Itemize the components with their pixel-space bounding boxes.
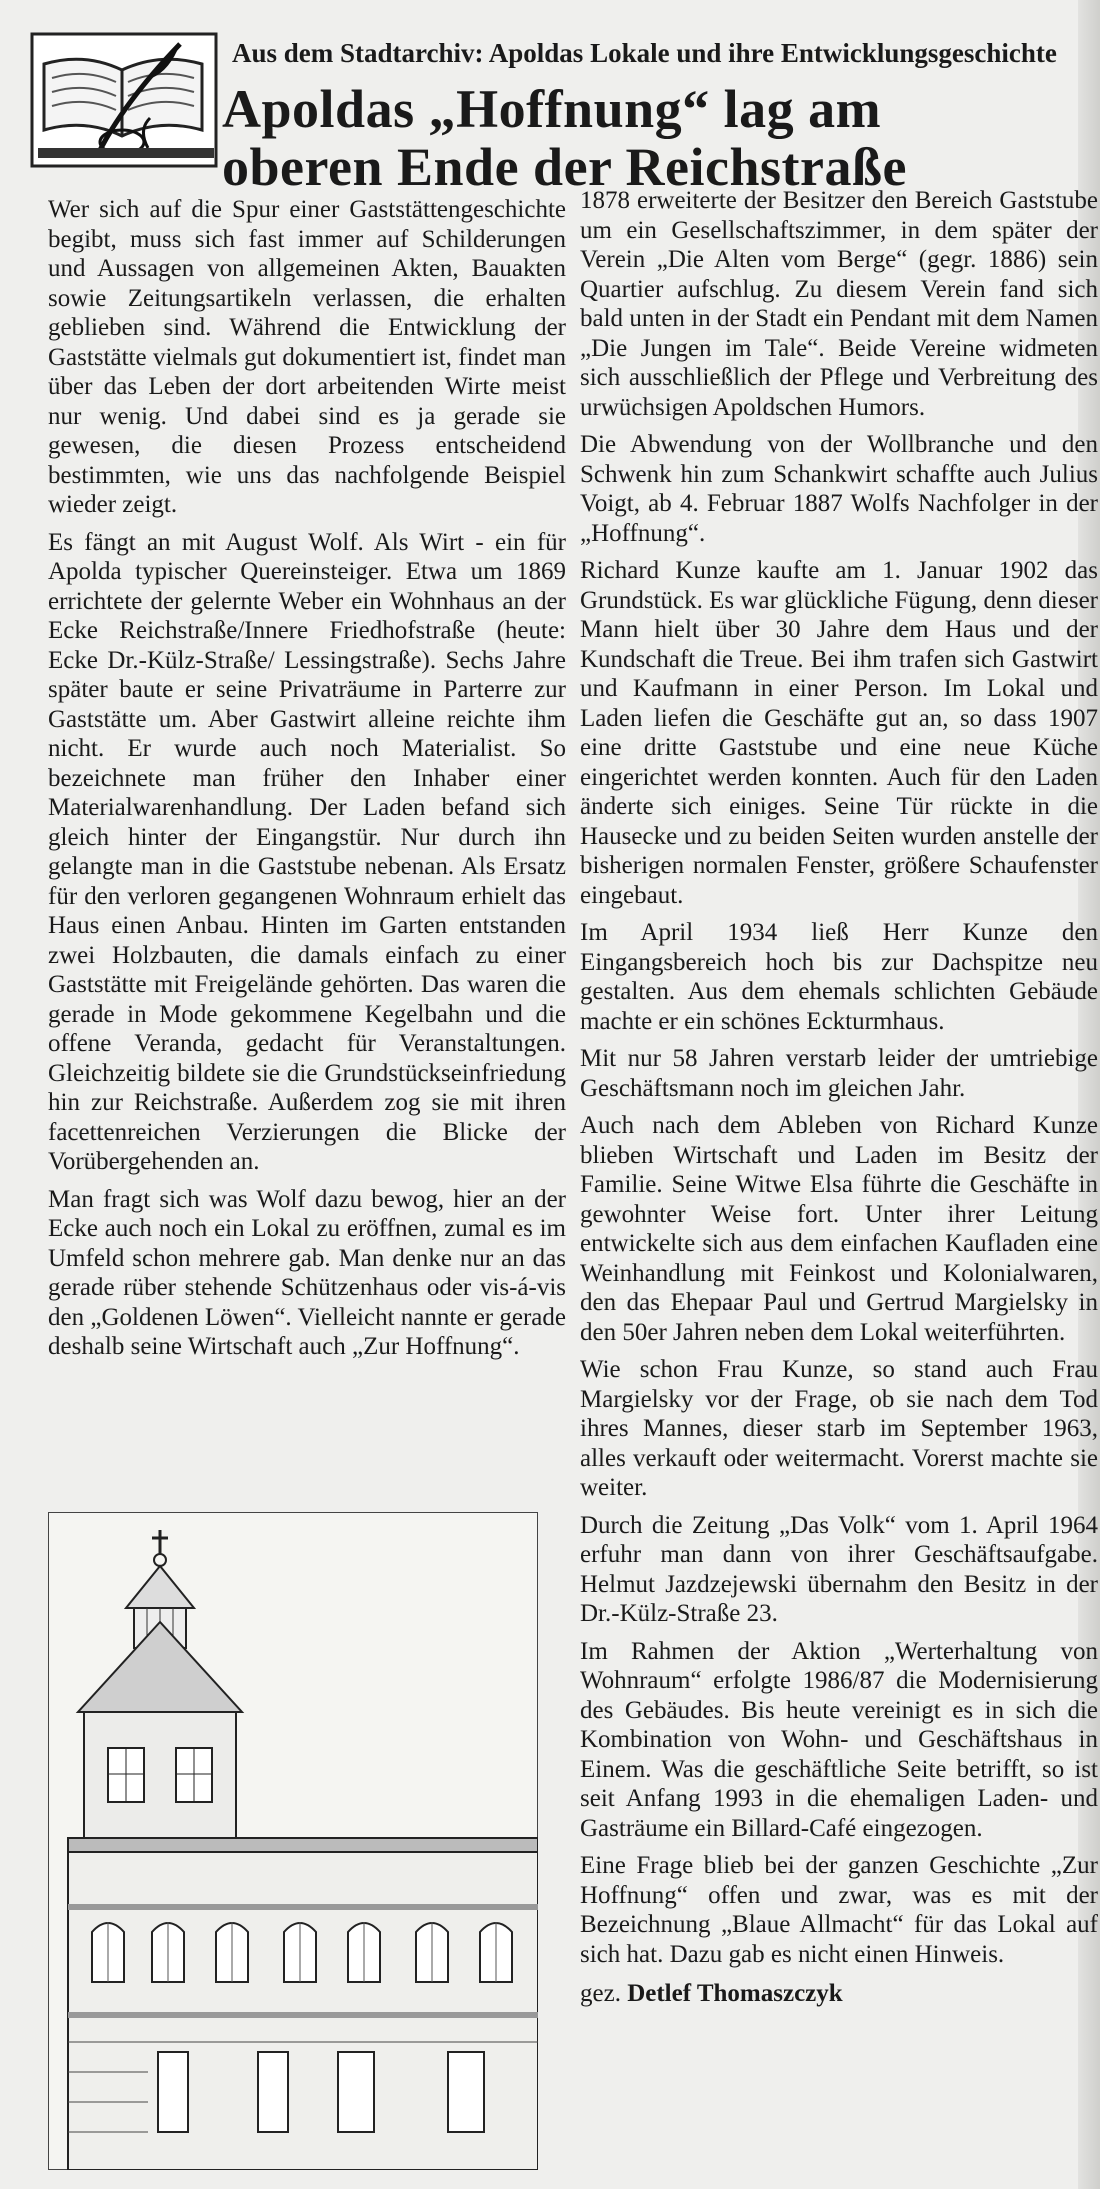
headline-line-2: oberen Ende der Reichstraße [222, 137, 907, 197]
paragraph: Es fängt an mit August Wolf. Als Wirt - ein für Apolda typischer Quereinsteiger. Etwa um 1869 errichtete der gelernte Weber ein Wohnhaus an der Ecke Reichstraße/Innere Friedhofstraße (heute: Ecke Dr.-Külz-Straße/ Lessingstraße). Sechs Jahre später baute er seine Privaträume in Parterre zur Gaststätte um. Aber Gastwirt alleine reichte ihm nicht. Er wurde auch noch Materialist. So bezeichnete man früher den Inhaber einer Materialwarenhandlung. Der Laden befand sich gleich hinter der Eingangstür. Nur durch ihn gelangte man in die Gaststube nebenan. Als Ersatz für den verloren gegangenen Wohnraum erhielt das Haus einen Anbau. Hinten im Garten entstanden zwei Holzbauten, die damals einfach zu einer Gaststätte mit Freigelände gehörten. Das waren die gerade in Mode gekommene Kegelbahn und die offene Veranda, gedacht für Veranstaltungen. Gleichzeitig bildete sie die Grundstückseinfriedung hin zur Reichstraße. Außerdem zog sie mit ihren facettenreichen Verzierungen die Blicke der Vorübergehenden an. [48, 528, 566, 1175]
article-kicker: Aus dem Stadtarchiv: Apoldas Lokale und ihre Entwicklungsgeschichte [232, 38, 1057, 68]
article-column-right [580, 186, 1098, 2009]
paragraph: Im April 1934 ließ Herr Kunze den Eingangsbereich hoch bis zur Dachspitze neu gestalten. Aus dem ehemals schlichten Gebäude machte er ein schönes Eckturmhaus. [580, 919, 1098, 1035]
archive-book-logo-icon [30, 30, 218, 170]
headline-line-1: Apoldas „Hoffnung“ lag am [222, 79, 882, 139]
building-elevation-drawing [48, 1512, 538, 2170]
article-column-left [48, 195, 566, 1370]
paragraph: Auch nach dem Ableben von Richard Kunze blieben Wirtschaft und Laden im Besitz der Familie. Seine Witwe Elsa führte die Geschäfte in gewohnter Weise fort. Unter ihrer Leitung entwickelte sich aus dem einfachen Kaufladen eine Weinhandlung mit Feinkost und Kolonialwaren, den das Ehepaar Paul und Gertrud Margielsky in den 50er Jahren neben dem Lokal weiterführten. [580, 1112, 1098, 1346]
paragraph: Die Abwendung von der Wollbranche und den Schwenk hin zum Schankwirt schaffte auch Julius Voigt, ab 4. Februar 1887 Wolfs Nachfolger in der „Hoffnung“. [580, 431, 1098, 547]
paragraph: Wie schon Frau Kunze, so stand auch Frau Margielsky vor der Frage, ob sie nach dem Tod ihres Mannes, dieser starb im September 1963, alles verkauft oder weitermacht. Vorerst machte sie weiter. [580, 1356, 1098, 1501]
paragraph: Durch die Zeitung „Das Volk“ vom 1. April 1964 erfuhr man dann von ihrer Geschäftsaufgabe. Helmut Jazdzejewski übernahm den Besitz in der Dr.-Külz-Straße 23. [580, 1511, 1098, 1627]
paragraph: 1878 erweiterte der Besitzer den Bereich Gaststube um ein Gesellschaftszimmer, in dem später der Verein „Die Alten vom Berge“ (gegr. 1886) sein Quartier aufschlug. Zu diesem Verein fand sich bald unten in der Stadt ein Pendant mit dem Namen „Die Jungen im Tale“. Beide Vereine widmeten sich ausschließlich der Pflege und Verbreitung des urwüchsigen Apoldschen Humors. [580, 187, 1098, 421]
paragraph: Mit nur 58 Jahren verstarb leider der umtriebige Geschäftsmann noch im gleichen Jahr. [580, 1045, 1098, 1102]
author-name: Detlef Thomaszczyk [627, 1980, 843, 2007]
author-signature [580, 1979, 1098, 2009]
paragraph: Eine Frage blieb bei der ganzen Geschichte „Zur Hoffnung“ offen und zwar, was es mit der Bezeichnung „Blaue Allmacht“ für das Lokal auf sich hat. Dazu gab es nicht einen Hinweis. [580, 1852, 1098, 1968]
paragraph: Man fragt sich was Wolf dazu bewog, hier an der Ecke auch noch ein Lokal zu eröffnen, zumal es im Umfeld schon mehrere gab. Man denke nur an das gerade rüber stehende Schützenhaus oder vis-á-vis den „Goldenen Löwen“. Vielleicht nannte er gerade deshalb seine Wirtschaft auch „Zur Hoffnung“. [48, 1185, 566, 1360]
paragraph: Richard Kunze kaufte am 1. Januar 1902 das Grundstück. Es war glückliche Fügung, denn dieser Mann hielt über 30 Jahre dem Haus und der Kundschaft die Treue. Bei ihm trafen sich Gastwirt und Kaufmann in einer Person. Im Lokal und Laden liefen die Geschäfte gut an, so dass 1907 eine dritte Gaststube und eine neue Küche eingerichtet werden konnten. Auch für den Laden änderte sich einiges. Seine Tür rückte in die Hausecke und zu beiden Seiten wurden anstelle der bisherigen normalen Fenster, größere Schaufenster eingebaut. [580, 557, 1098, 909]
paragraph: Wer sich auf die Spur einer Gaststättengeschichte begibt, muss sich fast immer auf Schilderungen und Aussagen von allgemeinen Akten, Bauakten sowie Zeitungsartikeln verlassen, die erhalten geblieben sind. Während die Entwicklung der Gaststätte vielmals gut dokumentiert ist, findet man über das Leben der dort arbeitenden Wirte meist nur wenig. Und dabei sind es ja gerade sie gewesen, die diesen Prozess entscheidend bestimmten, wie uns das nachfolgende Beispiel wieder zeigt. [48, 196, 566, 518]
article-headline [222, 80, 1042, 196]
signature-prefix: gez. [580, 1980, 621, 2007]
paragraph: Im Rahmen der Aktion „Werterhaltung von Wohnraum“ erfolgte 1986/87 die Modernisierung des Gebäudes. Bis heute vereinigt es in sich die Kombination von Wohn- und Geschäftshaus in Einem. Was die geschäftliche Seite betrifft, so ist seit Anfang 1993 in die ehemaligen Laden- und Gasträume ein Billard-Café eingezogen. [580, 1637, 1098, 1842]
